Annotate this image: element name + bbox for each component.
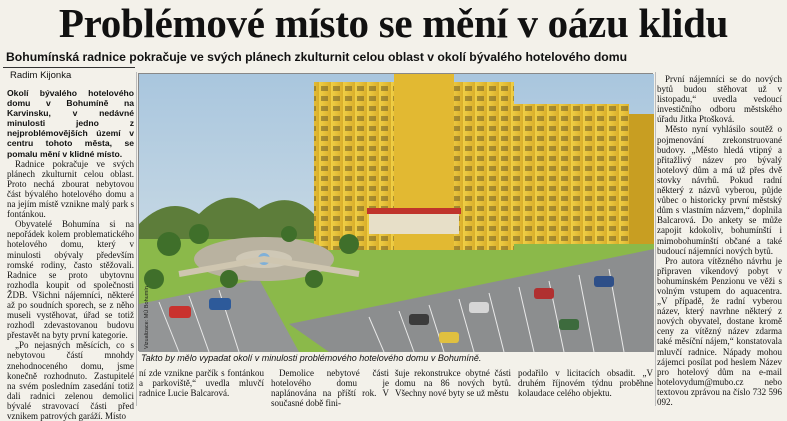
article-column-2 <box>139 368 264 406</box>
article-paragraph: Obyvatelé Bohumína si na nepořádek kolem problematického hotelového domu, který v minulosti obývaly především romské rodiny, často stěžovali. Radnice se proto ubytovnu rozhodla koupit od společnosti ŽDB. Všichni nájemníci, některé až po soudních sporech, se z něho museli vystěhovat, úřad se totiž rozhodl zdevastovanou budovu přestavět na byty první kategorie. <box>7 219 134 341</box>
author: Radim Kijonka <box>10 70 72 81</box>
architectural-visualization-photo <box>138 73 653 351</box>
visualization-image <box>139 74 654 352</box>
article-column-3 <box>271 368 389 409</box>
article-column-6 <box>657 74 782 406</box>
article-paragraph: Demolice nebytové části hotelového domu je naplánována na příští rok. V současné době fini- <box>271 368 389 409</box>
subheadline: Bohumínská radnice pokračuje ve svých plánech zkulturnit celou oblast v okolí bývalého hotelového domu <box>6 50 628 64</box>
photo-credit-text: Vizualizace: MÚ Bohumín <box>144 286 150 349</box>
article-paragraph: šuje rekonstrukce obytné části domu na 86 nových bytů. Všechny nové byty se už městu <box>395 368 511 399</box>
article-column-1 <box>7 88 134 421</box>
column-rule <box>655 72 656 406</box>
article-column-4 <box>395 368 511 406</box>
photo-credit <box>141 286 151 350</box>
article-paragraph: První nájemníci se do nových bytů budou stěhovat už v listopadu,“ uvedla vedoucí investičního odboru městského úřadu Jitka Ptošková. <box>657 74 782 125</box>
article-paragraph: podařilo v licitacích obsadit. „V druhém říjnovém týdnu proběhne kolaudace celého objektu. <box>518 368 653 399</box>
article-paragraph: „Po nejasných měsících, co s nebytovou částí mnohdy znehodnoceného domu, jsme konečně rozhodnuto. Zastupitelé na svém posledním zasedání totiž dali radnici zelenou demolici bývalé stravovací části před vznikem patrových garáží. Místo <box>7 340 134 421</box>
headline: Problémové místo se mění v oázu klidu <box>58 0 729 46</box>
photo-caption <box>138 352 653 365</box>
article-paragraph: Město nyní vyhlásilo soutěž o pojmenování zrekonstruované budovy. „Město hledá vtipný a přitažlivý název pro bývalý hotelový dům a má už přes dvě stovky návrhů. Pokud radní některý z názvů vyberou, půjde vůbec o historicky první městský dům s vlastním názvem,“ doplnila Balcarová. Do ankety se může zapojit kdokoliv, bohumínští i mimobohumínští občané a také budoucí nájemníci nových bytů. <box>657 124 782 256</box>
article-lead: Okolí bývalého hotelového domu v Bohumíně na Karvinsku, v nedávné minulosti jedno z nejproblémovějších území v centru tohoto města, se pomalu mění v klidné místo. <box>7 88 134 159</box>
article-column-5 <box>518 368 653 406</box>
article-paragraph: Radnice pokračuje ve svých plánech zkulturnit celou oblast. Proto nechá zbourat nebytovou část bývalého hotelového domu a na jejím místě vznikne malý park s fontánkou. <box>7 158 134 220</box>
photo-caption-text: Takto by mělo vypadat okolí v minulosti problémového hotelového domu v Bohumíně. <box>141 353 482 363</box>
article-paragraph: Pro autora vítězného návrhu je připraven víkendový pobyt v bohumínském Penzionu ve věži s volným vstupem do aquacentra. „V případě, že radní vyberou název, který navrhne některý z nových obyvatel, dostane kromě ceny za vítězný název zdarma také měsíční nájem,“ konstatovala mluvčí radnice. Nápady mohou zájemci posílat pod heslem Název pro hotelový dům na e-mail hotelovydum@mubo.cz nebo textovou zprávou na číslo 732 596 092. <box>657 255 782 407</box>
author-rule <box>3 67 135 68</box>
column-rule <box>136 72 137 406</box>
article-paragraph: ní zde vznikne parčík s fontánkou a parkoviště,“ uvedla mluvčí radnice Lucie Balcarová. <box>139 368 264 399</box>
